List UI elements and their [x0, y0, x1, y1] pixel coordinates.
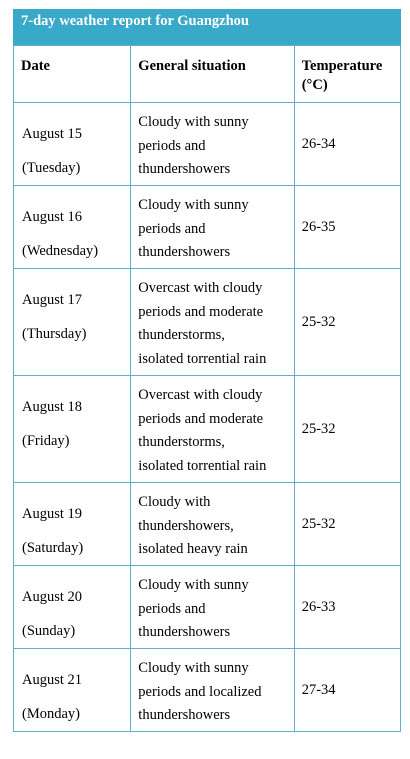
weather-table [13, 45, 401, 732]
situation-line: isolated torrential rain [138, 457, 267, 474]
temperature-cell: 25-32 [294, 483, 400, 566]
situation-cell [131, 566, 294, 649]
situation-line: periods and localized [138, 683, 262, 700]
situation-line: Overcast with cloudy [138, 387, 263, 403]
date-cell [14, 649, 131, 732]
situation-cell [131, 103, 294, 186]
date-text: August 18 [22, 399, 83, 415]
situation-line: periods and moderate [138, 410, 264, 427]
weekday-text: (Sunday) [22, 623, 76, 639]
situation-cell [131, 186, 294, 269]
situation-cell [131, 376, 294, 483]
date-cell [14, 376, 131, 483]
situation-line: thunderstorms, [138, 434, 225, 450]
situation-line: Cloudy with sunny [138, 577, 249, 593]
date-text: August 20 [22, 589, 83, 605]
table-row [14, 483, 401, 566]
situation-line: Cloudy with sunny [138, 114, 249, 130]
date-text: August 19 [22, 506, 83, 522]
table-row [14, 566, 401, 649]
header-temperature-unit: (°C) [301, 77, 328, 93]
date-text: August 21 [22, 672, 83, 688]
temperature-cell: 26-34 [294, 103, 400, 186]
temperature-cell: 25-32 [294, 269, 400, 376]
situation-line: Cloudy with [138, 494, 211, 510]
date-cell [14, 186, 131, 269]
date-cell [14, 483, 131, 566]
weekday-text: (Wednesday) [22, 243, 99, 259]
header-situation: General situation [131, 46, 294, 103]
situation-line: periods and moderate [138, 303, 264, 320]
header-temperature-label: Temperature [301, 58, 383, 74]
date-text: August 17 [22, 292, 83, 308]
table-row [14, 186, 401, 269]
situation-line: Overcast with cloudy [138, 280, 263, 296]
situation-line: thundershowers [138, 707, 231, 723]
header-date: Date [14, 46, 131, 103]
situation-line: thundershowers, [138, 517, 234, 534]
weather-report [13, 9, 401, 732]
date-text: August 15 [22, 126, 83, 142]
table-row [14, 376, 401, 483]
weekday-text: (Saturday) [22, 540, 84, 556]
situation-cell [131, 269, 294, 376]
situation-line: Cloudy with sunny [138, 660, 249, 676]
situation-cell [131, 649, 294, 732]
date-cell [14, 566, 131, 649]
situation-line: periods and [138, 600, 206, 617]
report-title: 7-day weather report for Guangzhou [13, 9, 401, 45]
header-temperature [294, 46, 400, 103]
table-row [14, 649, 401, 732]
situation-line: thundershowers [138, 244, 231, 260]
situation-line: Cloudy with sunny [138, 197, 249, 213]
situation-line: periods and [138, 137, 206, 154]
weekday-text: (Monday) [22, 706, 80, 722]
header-row [14, 46, 401, 103]
table-row [14, 269, 401, 376]
situation-line: periods and [138, 220, 206, 237]
temperature-cell: 26-33 [294, 566, 400, 649]
situation-line: thundershowers [138, 161, 231, 177]
weekday-text: (Thursday) [22, 326, 87, 342]
situation-line: isolated torrential rain [138, 350, 267, 367]
date-text: August 16 [22, 209, 83, 225]
situation-line: thunderstorms, [138, 327, 225, 343]
weekday-text: (Friday) [22, 433, 70, 449]
temperature-cell: 27-34 [294, 649, 400, 732]
situation-line: thundershowers [138, 624, 231, 640]
table-row [14, 103, 401, 186]
weekday-text: (Tuesday) [22, 160, 81, 176]
temperature-cell: 25-32 [294, 376, 400, 483]
situation-line: isolated heavy rain [138, 541, 248, 557]
situation-cell [131, 483, 294, 566]
date-cell [14, 103, 131, 186]
date-cell [14, 269, 131, 376]
temperature-cell: 26-35 [294, 186, 400, 269]
